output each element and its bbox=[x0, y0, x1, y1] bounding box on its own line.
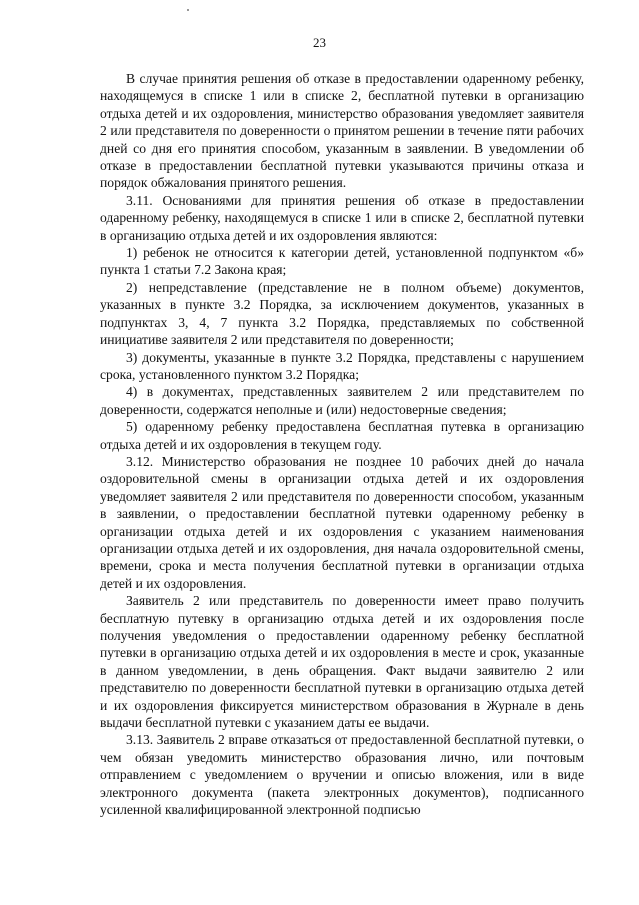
scan-speck bbox=[187, 9, 189, 11]
paragraph-3-11-item-1: 1) ребенок не относится к категории детей, установленной подпунктом «б» пункта 1 статьи 7.2 Закона края; bbox=[100, 245, 584, 278]
paragraph-3-11-item-3: 3) документы, указанные в пункте 3.2 Порядка, представлены с нарушением срока, установленного пунктом 3.2 Порядка; bbox=[100, 349, 584, 382]
document-body bbox=[100, 70, 584, 818]
page-number: 23 bbox=[313, 35, 326, 50]
paragraph-3-11-item-4: 4) в документах, представленных заявителем 2 или представителем по доверенности, содержатся неполные и (или) недостоверные сведения; bbox=[100, 384, 584, 417]
paragraph-voucher-receipt: Заявитель 2 или представитель по доверенности имеет право получить бесплатную путевку в организацию отдыха детей и их оздоровления после получения уведомления о предоставлении одаренному ребенку бесплатной путевки в организацию отдыха детей и их оздоровления в месте и срок, указанные в данном уведомлении, в день обращения. Факт выдачи заявителю 2 или представителю по доверенности бесплатной путевки в организацию отдыха детей и их оздоровления фиксируется министерством образования в Журнале в день выдачи бесплатной путевки с указанием даты ее выдачи. bbox=[100, 593, 584, 731]
paragraph-3-11: 3.11. Основаниями для принятия решения об отказе в предоставлении одаренному ребенку, находящемуся в списке 1 или в списке 2, бесплатной путевки в организацию отдыха детей и их оздоровления являются: bbox=[100, 192, 584, 243]
paragraph-3-11-item-5: 5) одаренному ребенку предоставлена бесплатная путевка в организацию отдыха детей и их оздоровления в текущем году. bbox=[100, 419, 584, 452]
paragraph-refusal-notice: В случае принятия решения об отказе в предоставлении одаренному ребенку, находящемуся в списке 1 или в списке 2, бесплатной путевки в организацию отдыха детей и их оздоровления, министерство образования уведомляет заявителя 2 или представителя по доверенности о принятом решении в течение пяти рабочих дней со дня его принятия способом, указанным в заявлении. В уведомлении об отказе в предоставлении бесплатной путевки указываются причины отказа и порядок обжалования принятого решения. bbox=[100, 71, 584, 191]
paragraph-3-12: 3.12. Министерство образования не позднее 10 рабочих дней до начала оздоровительной смены в организации отдыха детей и их оздоровления уведомляет заявителя 2 или представителя по доверенности способом, указанным в заявлении, о предоставлении бесплатной путевки одаренному ребенку в организации отдыха детей и их оздоровления с указанием наименования организации отдыха детей и их оздоровления, дня начала оздоровительной смены, времени, срока и места получения бесплатной путевки в организации отдыха детей и их оздоровления. bbox=[100, 453, 584, 591]
paragraph-3-11-item-2: 2) непредставление (представление не в полном объеме) документов, указанных в пункте 3.2 Порядка, за исключением документов, указанных в подпунктах 3, 4, 7 пункта 3.2 Порядка, представляемых по собственной инициативе заявителя 2 или представителя по доверенности; bbox=[100, 279, 584, 348]
paragraph-3-13: 3.13. Заявитель 2 вправе отказаться от предоставленной бесплатной путевки, о чем обязан уведомить министерство образования лично, или почтовым отправлением с уведомлением о вручении и описью вложения, или в виде электронного документа (пакета электронных документов), подписанного усиленной квалифицированной электронной подписью bbox=[100, 732, 584, 818]
